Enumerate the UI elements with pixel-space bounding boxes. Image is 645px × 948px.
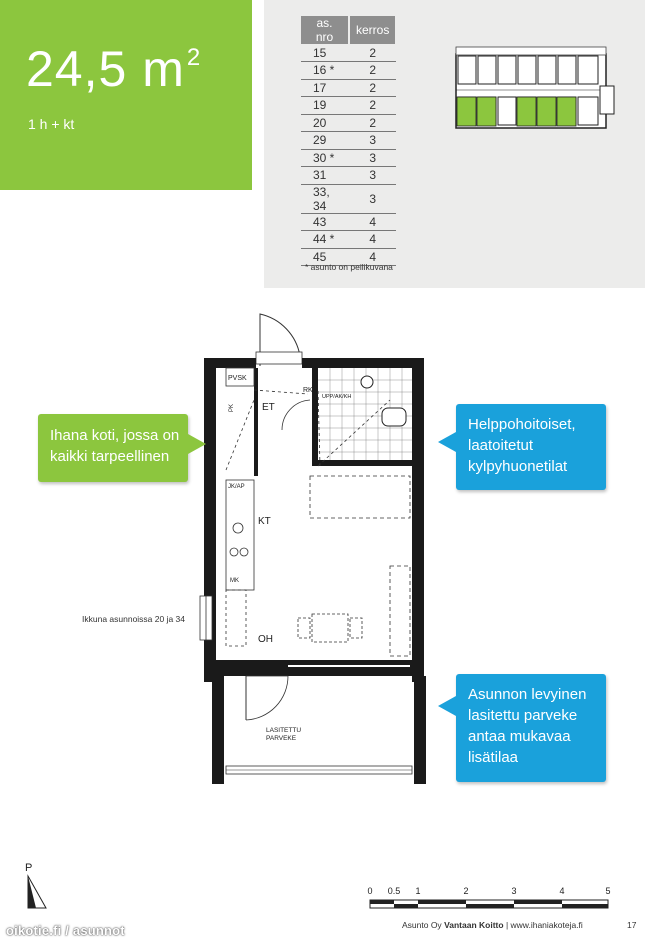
label-kt: KT — [258, 516, 271, 527]
floor-cell: 2 — [349, 62, 396, 80]
room-type: 1 h + kt — [28, 116, 75, 132]
apartment-number-cell: 17 — [301, 79, 349, 97]
callout-home-arrow — [188, 434, 206, 454]
window-note: Ikkuna asunnoissa 20 ja 34 — [82, 614, 186, 624]
label-pvsk: PVSK — [228, 375, 247, 382]
label-et: ET — [262, 402, 275, 413]
table-row — [301, 149, 396, 167]
footer-company-prefix: Asunto Oy — [402, 920, 445, 930]
footer-text — [402, 920, 583, 930]
label-balcony-line1: LASITETTU — [266, 727, 302, 734]
label-jk-ap: JK/AP — [228, 484, 245, 490]
scale-label-3: 3 — [511, 886, 517, 896]
callout-balcony-line-2: lasitettu parveke — [468, 707, 578, 724]
label-oh: OH — [258, 634, 273, 645]
callout-balcony-line-1: Asunnon levyinen — [468, 686, 587, 703]
area-block — [0, 0, 252, 190]
floor-cell: 2 — [349, 44, 396, 62]
table-row — [301, 184, 396, 213]
apartment-number-cell: 33, 34 — [301, 184, 349, 213]
apartment-table — [301, 16, 397, 266]
scale-bar — [360, 884, 620, 914]
callout-home-line-1: Ihana koti, jossa on — [50, 427, 180, 444]
north-label: P — [25, 862, 33, 874]
label-pk: PK — [229, 403, 235, 412]
label-mk: MK — [230, 578, 239, 584]
table-header-floor: kerros — [349, 16, 396, 44]
scale-label-1: 1 — [415, 886, 421, 896]
area-title — [26, 40, 201, 98]
callout-balcony — [456, 674, 606, 782]
table-row — [301, 114, 396, 132]
apartment-number-cell: 45 — [301, 248, 349, 266]
table-row — [301, 97, 396, 115]
callout-balcony-arrow — [438, 696, 456, 716]
callout-bathroom — [456, 404, 606, 490]
apartment-number-cell: 30 * — [301, 149, 349, 167]
table-row — [301, 231, 396, 249]
callout-balcony-line-3: antaa mukavaa — [468, 728, 571, 745]
footer-website: www.ihaniakoteja.fi — [510, 920, 583, 930]
callout-balcony-line-4: lisätilaa — [468, 749, 519, 766]
floor-cell: 3 — [349, 184, 396, 213]
table-header-apartment-number: as. nro — [301, 16, 349, 44]
label-bathroom: UPP/AK/KH — [322, 394, 352, 400]
scale-label-0-5: 0.5 — [387, 886, 401, 896]
apartment-number-cell: 19 — [301, 97, 349, 115]
scale-label-4: 4 — [559, 886, 565, 896]
mirror-footnote: * asunto on peilikuvana — [305, 262, 393, 272]
apartment-number-cell: 20 — [301, 114, 349, 132]
floor-cell: 2 — [349, 114, 396, 132]
callout-bathroom-arrow — [438, 432, 456, 452]
floor-cell: 3 — [349, 149, 396, 167]
apartment-number-cell: 16 * — [301, 62, 349, 80]
apartment-number-cell: 15 — [301, 44, 349, 62]
floor-plan — [190, 300, 450, 800]
callout-bathroom-line-2: laatoitetut — [468, 437, 534, 454]
building-key-plan — [452, 42, 617, 132]
floor-cell: 2 — [349, 79, 396, 97]
callout-bathroom-line-1: Helppohoitoiset, — [468, 416, 576, 433]
floor-cell: 4 — [349, 213, 396, 231]
callout-bathroom-line-3: kylpyhuonetilat — [468, 458, 568, 475]
scale-label-5: 5 — [605, 886, 611, 896]
table-row — [301, 213, 396, 231]
watermark: oikotie.fi / asunnot — [6, 923, 125, 938]
floor-cell: 3 — [349, 132, 396, 150]
apartment-number-cell: 44 * — [301, 231, 349, 249]
apartment-number-cell: 31 — [301, 167, 349, 185]
table-row — [301, 44, 396, 62]
area-unit-exponent: 2 — [186, 44, 202, 71]
apartment-number-cell: 43 — [301, 213, 349, 231]
table-row — [301, 167, 396, 185]
floor-cell: 4 — [349, 248, 396, 266]
north-arrow-icon — [22, 858, 52, 910]
floor-cell: 4 — [349, 231, 396, 249]
callout-home — [38, 414, 188, 482]
scale-label-0: 0 — [367, 886, 373, 896]
scale-label-2: 2 — [463, 886, 469, 896]
label-rk: RK — [303, 387, 313, 394]
table-row — [301, 79, 396, 97]
table-row — [301, 62, 396, 80]
page-number: 17 — [627, 920, 637, 930]
callout-home-line-2: kaikki tarpeellinen — [50, 448, 170, 465]
floor-cell: 2 — [349, 97, 396, 115]
footer-company-name: Vantaan Koitto — [444, 920, 504, 930]
apartment-table-body — [301, 44, 396, 266]
footer-separator: | — [503, 920, 511, 930]
area-number: 24,5 m — [26, 41, 185, 97]
label-balcony-line2: PARVEKE — [266, 735, 297, 742]
floor-cell: 3 — [349, 167, 396, 185]
apartment-number-cell: 29 — [301, 132, 349, 150]
table-row — [301, 132, 396, 150]
